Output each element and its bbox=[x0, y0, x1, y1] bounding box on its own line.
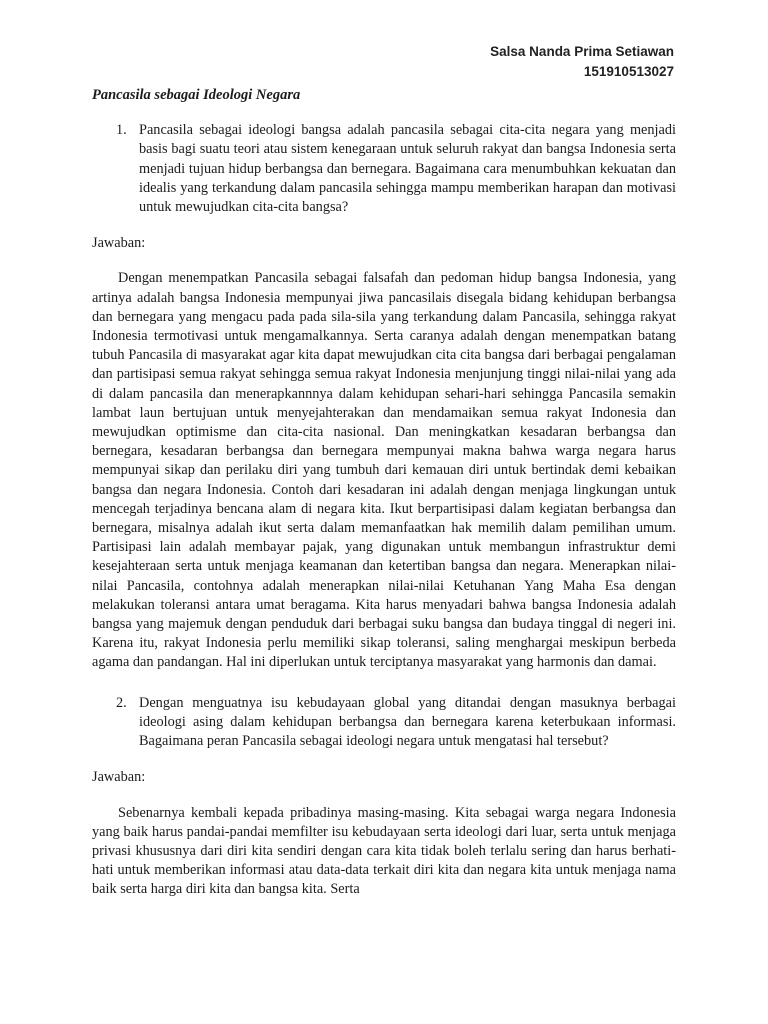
document-title: Pancasila sebagai Ideologi Negara bbox=[92, 87, 301, 103]
author-id: 151910513027 bbox=[583, 64, 674, 79]
section-spacer bbox=[92, 673, 676, 694]
author-block bbox=[490, 42, 674, 82]
answer-label: Jawaban: bbox=[92, 235, 146, 252]
question-number: 2. bbox=[116, 694, 127, 711]
author-name: Salsa Nanda Prima Setiawan bbox=[490, 44, 674, 59]
question-1 bbox=[92, 121, 676, 217]
question-number: 1. bbox=[116, 122, 127, 139]
question-text: Dengan menguatnya isu kebudayaan global yang ditandai dengan masuknya berbagai ideologi asing dalam kehidupan berbangsa dan bernegara karena keterbukaan informasi. Bagaimana peran Pancasila sebagai ideologi negara untuk mengatasi hal tersebut? bbox=[139, 694, 676, 750]
answer-2: Sebenarnya kembali kepada pribadinya masing-masing. Kita sebagai warga negara Indonesia yang baik harus pandai-pandai memfilter isu kebudayaan serta ideologi dari luar, serta untuk menjaga privasi khususnya dari diri kita sendiri dengan cara kita tidak boleh terlalu sering dan harus berhati-hati untuk memberikan informasi atau data-data terkait diri kita dan negara kita untuk menjaga nama baik serta harga diri kita dan bangsa kita. Serta bbox=[92, 804, 676, 898]
answer-1: Dengan menempatkan Pancasila sebagai falsafah dan pedoman hidup bangsa Indonesia, yang artinya adalah bangsa Indonesia mempunyai jiwa pancasilais disegala bidang kehidupan berbangsa dan bernegara yang mengacu pada pada sila-sila yang terkandung dalam Pancasila, sehingga rakyat Indonesia termotivasi untuk mengamalkannya. Serta caranya adalah dengan menempatkan batang tubuh Pancasila di masyarakat agar kita dapat mewujudkan cita cita bangsa dari berbagai pengalaman dan partisipasi semua rakyat sehingga semua rakyat Indonesia menjunjung tinggi nilai-nilai yang ada di dalam pancasila dan menerapkannnya dalam kehidupan sehari-hari sehingga Pancasila semakin lambat laun bertujuan untuk menyejahterakan dan mendamaikan semua rakyat Indonesia dan mewujudkan optimisme dan cita-cita nasional. Dan meningkatkan kesadaran berbangsa dan bernegara, kesadaran berbangsa dan bernegara mempunyai makna bahwa warga negara harus mempunyai sikap dan perilaku diri yang tumbuh dari kemauan diri untuk bertindak demi kebaikan bangsa dan negara Indonesia. Contoh dari kesadaran ini adalah dengan menjaga lingkungan untuk mencegah terjadinya bencana alam di negara kita. Ikut berpartisipasi dalam kegiatan berbangsa dan bernegara, misalnya adalah ikut serta dalam memanfaatkan hak memilih dalam pemilihan umum. Partisipasi lain adalah membayar pajak, yang digunakan untuk membangun infrastruktur demi kesejahteraan serta untuk menjaga keamanan dan ketertiban bangsa dan negara. Menerapkan nilai-nilai Pancasila, contohnya adalah menerapkan nilai-nilai Ketuhanan Yang Maha Esa dengan melakukan toleransi antara umat beragama. Kita harus menyadari bahwa bangsa Indonesia adalah bangsa yang majemuk dengan penduduk dari berbagai suku bangsa dan budaya tinggal di negeri ini. Karena itu, rakyat Indonesia perlu memiliki sikap toleransi, saling menghargai meskipun berbeda agama dan pandangan. Hal ini diperlukan untuk terciptanya masyarakat yang harmonis dan damai. bbox=[92, 270, 676, 671]
answer-label: Jawaban: bbox=[92, 769, 146, 786]
question-2 bbox=[92, 694, 676, 752]
document-body bbox=[92, 86, 676, 900]
question-text: Pancasila sebagai ideologi bangsa adalah pancasila sebagai cita-cita negara yang menjadi basis bagi suatu teori atau sistem kenegaraan untuk seluruh rakyat dan bangsa Indonesia serta menjadi tujuan hidup berbangsa dan bernegara. Bagaimana cara menumbuhkan kekuatan dan idealis yang terkandung dalam pancasila sehingga mampu memberikan harapan dan motivasi untuk mewujudkan cita-cita bangsa? bbox=[139, 122, 676, 216]
